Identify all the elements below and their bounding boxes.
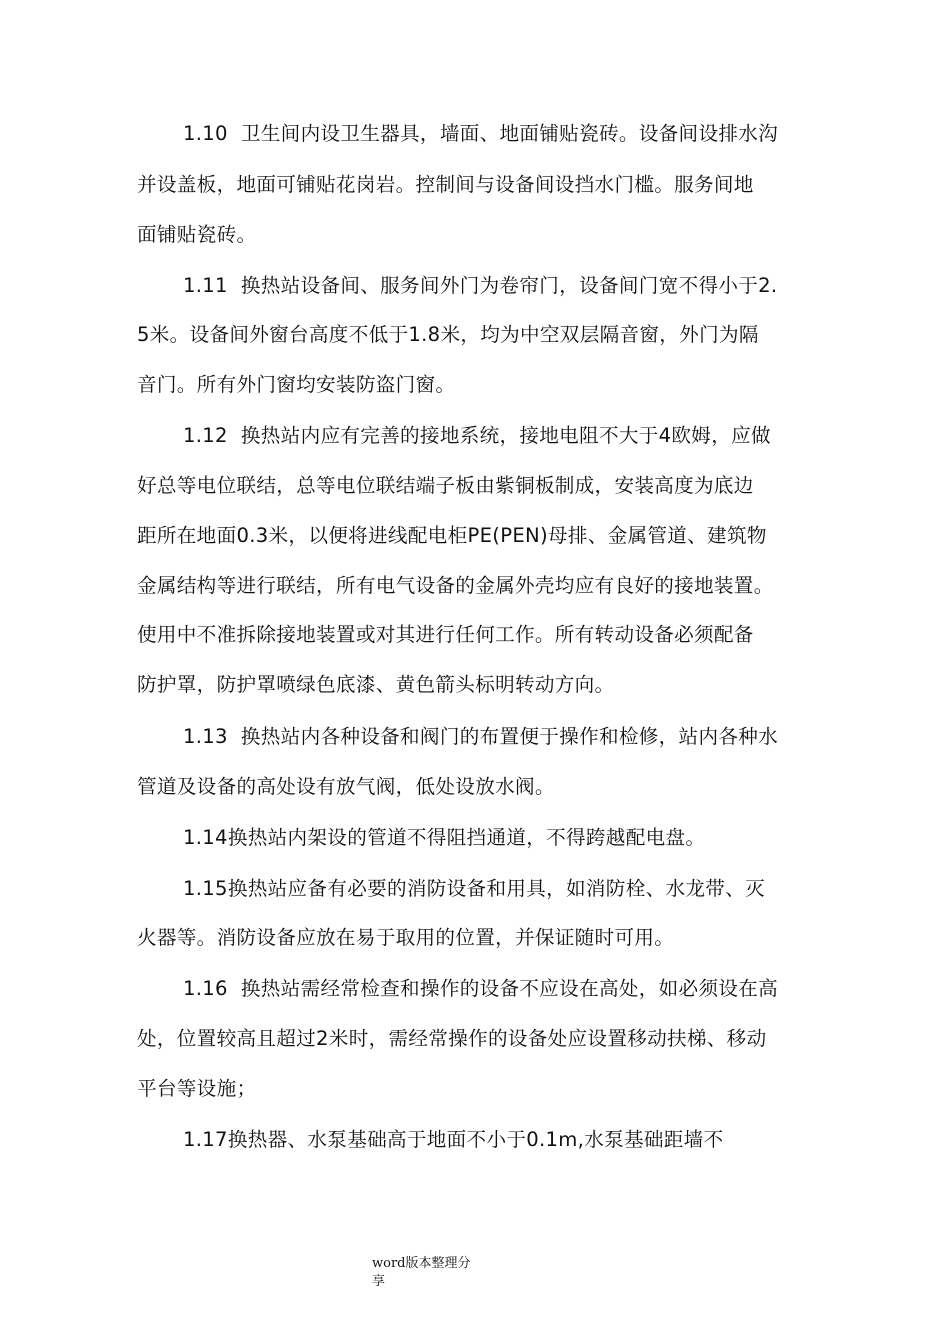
para-7-line-3: 平台等设施； (137, 1077, 257, 1100)
para-3-line-6: 防护罩，防护罩喷绿色底漆、黄色箭头标明转动方向。 (137, 673, 615, 696)
para-1-line-1: 1.10 卫生间内设卫生器具，墙面、地面铺贴瓷砖。设备间设排水沟 (183, 122, 779, 145)
para-6-line-1: 1.15换热站应备有必要的消防设备和用具，如消防栓、水龙带、灭 (183, 877, 765, 900)
para-7-line-2: 处，位置较高且超过2米时，需经常操作的设备处应设置移动扶梯、移动 (137, 1027, 767, 1050)
para-2-line-1: 1.11 换热站设备间、服务间外门为卷帘门，设备间门宽不得小于2. (183, 274, 778, 297)
para-3-line-2: 好总等电位联结，总等电位联结端子板由紫铜板制成，安装高度为底边 (137, 474, 754, 497)
para-2-line-2: 5米。设备间外窗台高度不低于1.8米，均为中空双层隔音窗，外门为隔 (137, 323, 759, 346)
footer-line-2: 享 (372, 1274, 386, 1289)
para-1-line-3: 面铺贴瓷砖。 (137, 223, 257, 246)
para-3-line-3: 距所在地面0.3米，以便将进线配电柜PE(PEN)母排、金属管道、建筑物 (137, 524, 767, 547)
para-1-line-2: 并设盖板，地面可铺贴花岗岩。控制间与设备间设挡水门槛。服务间地 (137, 173, 754, 196)
para-6-line-2: 火器等。消防设备应放在易于取用的位置，并保证随时可用。 (137, 926, 675, 949)
footer-line-1: word版本整理分 (372, 1256, 471, 1271)
para-5-line-1: 1.14换热站内架设的管道不得阻挡通道，不得跨越配电盘。 (183, 826, 706, 849)
para-3-line-1: 1.12 换热站内应有完善的接地系统，接地电阻不大于4欧姆，应做 (183, 424, 771, 447)
para-2-line-3: 音门。所有外门窗均安装防盗门窗。 (137, 373, 456, 396)
para-4-line-2: 管道及设备的高处设有放气阀，低处设放水阀。 (137, 775, 555, 798)
para-3-line-5: 使用中不准拆除接地装置或对其进行任何工作。所有转动设备必须配备 (137, 623, 754, 646)
para-4-line-1: 1.13 换热站内各种设备和阀门的布置便于操作和检修，站内各种水 (183, 725, 779, 748)
para-7-line-1: 1.16 换热站需经常检查和操作的设备不应设在高处，如必须设在高 (183, 977, 779, 1000)
para-3-line-4: 金属结构等进行联结，所有电气设备的金属外壳均应有良好的接地装置。 (137, 574, 774, 597)
para-8-line-1: 1.17换热器、水泵基础高于地面不小于0.1m,水泵基础距墙不 (183, 1128, 724, 1151)
